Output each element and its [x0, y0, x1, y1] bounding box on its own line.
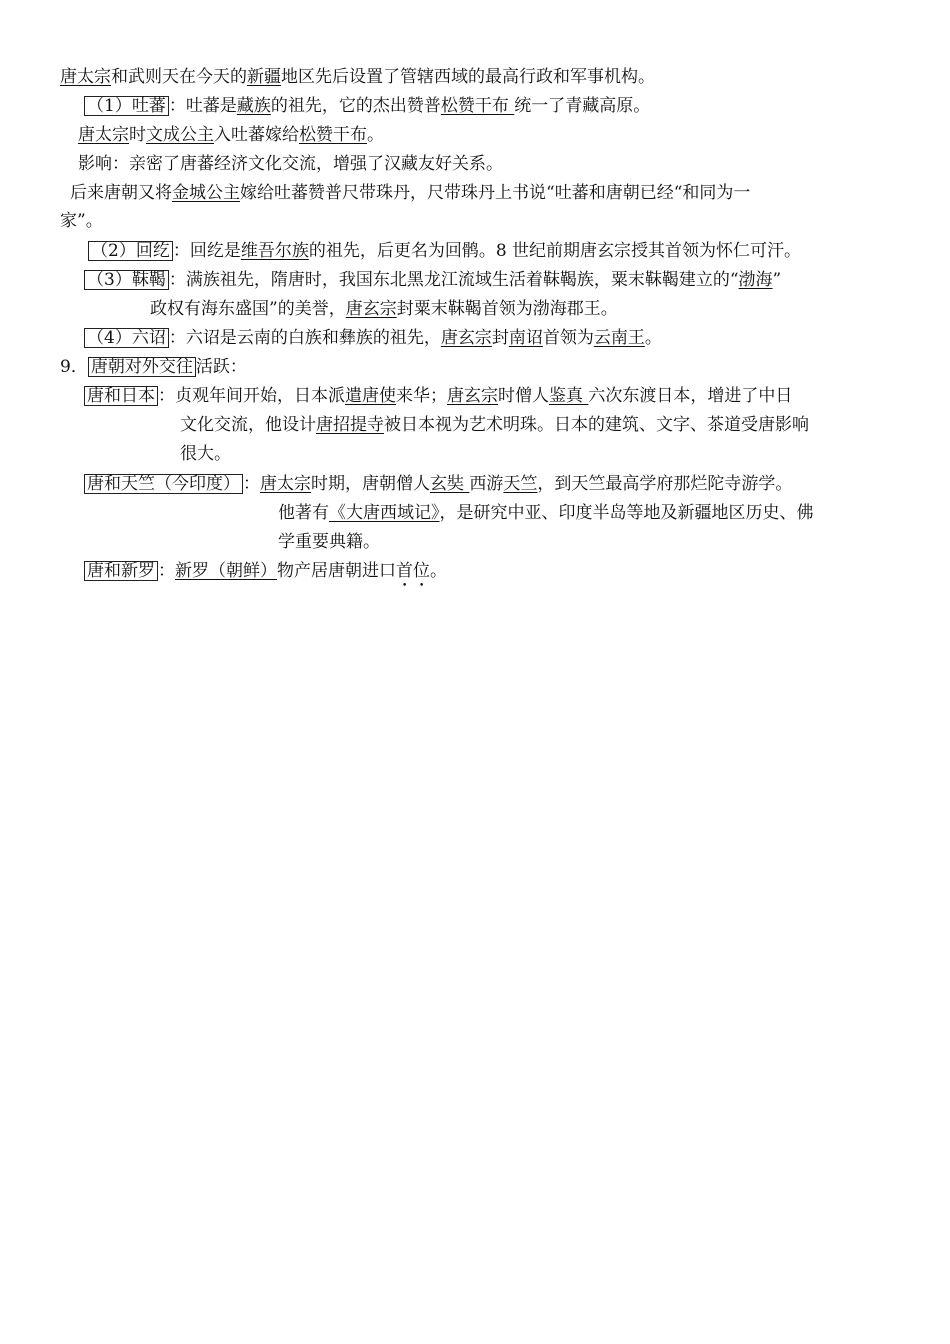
term-jincheng: 金城公主 — [172, 183, 240, 203]
line-4 — [78, 153, 503, 175]
line-17 — [278, 531, 380, 553]
text: 六次东渡日本，增进了中日 — [588, 386, 793, 406]
text: ：回纥是 — [172, 241, 241, 261]
text: 影响：亲密了唐蕃经济文化交流，增强了汉藏友好关系。 — [78, 154, 503, 174]
section-label-silla: 唐和新罗 — [84, 561, 158, 581]
term-uyghur: 维吾尔族 — [240, 241, 309, 261]
section-label-tubo: （1）吐蕃 — [84, 96, 169, 116]
line-3 — [78, 124, 384, 146]
term-silla: 新罗（朝鲜） — [175, 561, 277, 581]
line-india — [84, 473, 792, 495]
text: 封粟末靺鞨首领为渤海郡王。 — [396, 299, 618, 319]
item-number: 9． — [60, 357, 88, 377]
text: ： — [243, 474, 260, 494]
section-label-foreign: 唐朝对外交往 — [88, 357, 196, 377]
line-item-9 — [60, 356, 247, 378]
text: 文化交流，他设计 — [180, 415, 316, 435]
term-wencheng: 文成公主 — [146, 125, 214, 145]
text: ：吐蕃是 — [168, 96, 237, 116]
section-label-mohe: （3）靺鞨 — [84, 270, 169, 290]
text: ：满族祖先，隋唐时，我国东北黑龙江流域生活着靺鞨族，粟末靺鞨建立的“ — [168, 270, 739, 290]
line-huihe — [88, 240, 801, 262]
text: 嫁给吐蕃赞普尺带珠丹，尺带珠丹上书说“吐蕃和唐朝已经“和同为一 — [240, 183, 751, 203]
term-yunnan-wang: 云南王 — [593, 328, 645, 348]
line-tubo — [84, 95, 650, 117]
line-mohe — [84, 269, 781, 291]
text: 的祖先，它的杰出赞普 — [270, 96, 441, 116]
text: ： — [158, 561, 175, 581]
line-13 — [180, 414, 809, 436]
line-9 — [150, 298, 618, 320]
term-nanzhao: 南诏 — [508, 328, 543, 348]
text: 时期，唐朝僧人 — [311, 474, 430, 494]
text: ：贞观年间开始，日本派 — [158, 386, 345, 406]
text: 学重要典籍。 — [278, 532, 380, 552]
text: 很大。 — [180, 444, 231, 464]
text: 。 — [367, 125, 384, 145]
text: 地区先后设置了管辖西域的最高行政和军事机构。 — [281, 67, 655, 87]
term: 唐玄宗 — [440, 328, 492, 348]
text: 西游 — [469, 474, 504, 494]
term-tangzhaoti: 唐招提寺 — [316, 415, 384, 435]
text: 时 — [129, 125, 146, 145]
section-label-huihe: （2）回纥 — [88, 241, 173, 261]
term: 唐玄宗 — [345, 299, 397, 319]
section-label-india: 唐和天竺（今印度） — [84, 474, 243, 494]
text: 时僧人 — [498, 386, 549, 406]
text: 首领为 — [542, 328, 594, 348]
line-liuzhao — [84, 327, 662, 349]
text: 家”。 — [60, 211, 103, 231]
text: 活跃： — [195, 357, 247, 377]
text: 。 — [430, 561, 447, 581]
line-14 — [180, 443, 231, 465]
text: 物产居唐朝进口 — [277, 561, 396, 581]
text: 。 — [644, 328, 662, 348]
section-label-liuzhao: （4）六诏 — [84, 328, 169, 348]
text: 的祖先，后更名为回鹘。8 世纪前期唐玄宗授其首领为怀仁可汗。 — [308, 241, 802, 261]
term: 唐玄宗 — [447, 386, 498, 406]
term-tianzhu: 天竺 — [503, 474, 538, 494]
text: ：六诏是云南的白族和彝族的祖先， — [168, 328, 441, 348]
line-16 — [278, 502, 814, 524]
line-1 — [60, 66, 655, 88]
term-jianzhen: 鉴真 — [549, 386, 589, 406]
term-datang-xiyuji: 《大唐西域记》 — [329, 503, 440, 523]
emphasis-first-place: 首位 — [396, 561, 430, 581]
text: 后来唐朝又将 — [70, 183, 172, 203]
term-xinjiang: 新疆 — [247, 67, 281, 87]
text: ，到天竺最高学府那烂陀寺游学。 — [537, 474, 793, 494]
term: 松赞干布 — [299, 125, 367, 145]
term-bohai: 渤海 — [738, 270, 773, 290]
term: 唐太宗 — [260, 474, 311, 494]
line-japan — [84, 385, 792, 407]
text: 入吐蕃嫁给 — [214, 125, 299, 145]
text: 他著有 — [278, 503, 329, 523]
term-tang-taizong: 唐太宗 — [60, 67, 111, 87]
line-6 — [60, 210, 103, 232]
term: 唐太宗 — [78, 125, 129, 145]
text: ” — [772, 270, 782, 290]
text: 来华； — [396, 386, 447, 406]
text: 封 — [491, 328, 509, 348]
text: 统一了青藏高原。 — [514, 96, 651, 116]
text: 被日本视为艺术明珠。日本的建筑、文字、茶道受唐影响 — [384, 415, 809, 435]
text: 政权有海东盛国”的美誉， — [150, 299, 346, 319]
term-songzan: 松赞干布 — [440, 96, 515, 116]
term-zang: 藏族 — [236, 96, 271, 116]
section-label-japan: 唐和日本 — [84, 386, 158, 406]
text: 和武则天在今天的 — [111, 67, 247, 87]
line-silla — [84, 560, 447, 591]
line-5 — [70, 182, 750, 204]
text: ，是研究中亚、印度半岛等地及新疆地区历史、佛 — [439, 503, 814, 523]
term-qiantangshi: 遣唐使 — [345, 386, 396, 406]
term-xuanzang: 玄奘 — [430, 474, 470, 494]
